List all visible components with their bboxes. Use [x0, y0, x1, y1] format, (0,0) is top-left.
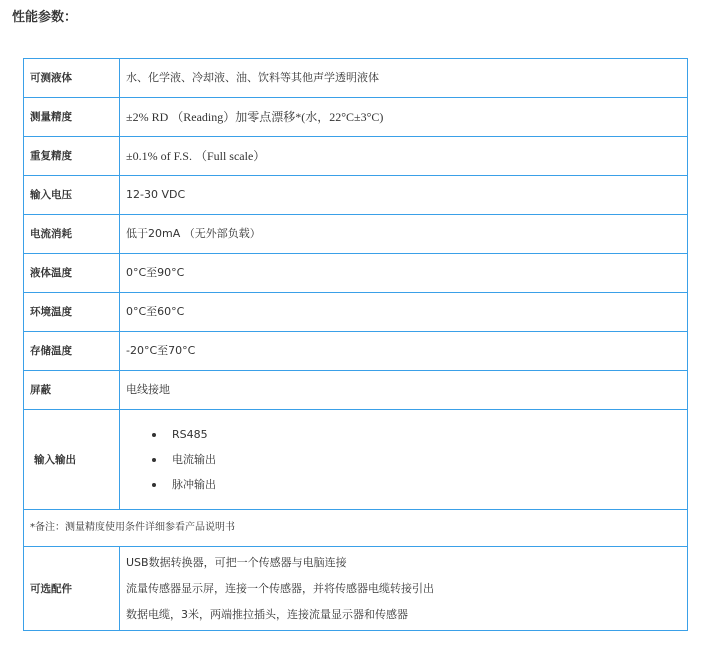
row-label: 屏蔽 — [24, 371, 120, 410]
row-value: 水、化学液、冷却液、油、饮料等其他声学透明液体 — [120, 59, 688, 98]
row-value: 12-30 VDC — [120, 176, 688, 215]
row-value: 0°C至60°C — [120, 293, 688, 332]
accessory-item: USB数据转换器，可把一个传感器与电脑连接 — [126, 555, 347, 569]
table-row-accuracy — [24, 98, 688, 137]
row-value: ±2% RD （Reading）加零点漂移*(水，22°C±3°C) — [120, 98, 688, 137]
row-value: ±0.1% of F.S. （Full scale） — [120, 137, 688, 176]
table-row-shield — [24, 371, 688, 410]
table-row-current — [24, 215, 688, 254]
table-row-ambient-temp — [24, 293, 688, 332]
row-label: 液体温度 — [24, 254, 120, 293]
accessory-item: 数据电缆，3米，两端推拉插头，连接流量显示器和传感器 — [126, 607, 408, 621]
row-label: 可测液体 — [24, 59, 120, 98]
table-row-repeatability — [24, 137, 688, 176]
row-label: 环境温度 — [24, 293, 120, 332]
note-text: *备注：测量精度使用条件详细参看产品说明书 — [24, 510, 688, 547]
table-row-storage-temp — [24, 332, 688, 371]
page-title: 性能参数： — [12, 10, 78, 25]
row-value — [120, 410, 688, 510]
row-value — [120, 547, 688, 631]
row-value: -20°C至70°C — [120, 332, 688, 371]
table-row-note — [24, 510, 688, 547]
row-value: 低于20mA （无外部负载） — [120, 215, 688, 254]
table-row-io — [24, 410, 688, 510]
spec-table — [23, 58, 688, 631]
list-item: 电流输出 — [150, 447, 681, 472]
row-label: 电流消耗 — [24, 215, 120, 254]
list-item: RS485 — [150, 422, 681, 447]
row-label: 输入电压 — [24, 176, 120, 215]
row-label: 测量精度 — [24, 98, 120, 137]
table-row-voltage — [24, 176, 688, 215]
row-value: 电线接地 — [120, 371, 688, 410]
row-label: 输入输出 — [24, 410, 120, 510]
accessory-item: 流量传感器显示屏，连接一个传感器，并将传感器电缆转接引出 — [126, 581, 434, 595]
table-row-accessories — [24, 547, 688, 631]
io-list — [126, 422, 681, 497]
table-row-media — [24, 59, 688, 98]
row-label: 存储温度 — [24, 332, 120, 371]
row-value: 0°C至90°C — [120, 254, 688, 293]
list-item: 脉冲输出 — [150, 472, 681, 497]
table-row-liquid-temp — [24, 254, 688, 293]
row-label: 重复精度 — [24, 137, 120, 176]
row-label: 可选配件 — [24, 547, 120, 631]
